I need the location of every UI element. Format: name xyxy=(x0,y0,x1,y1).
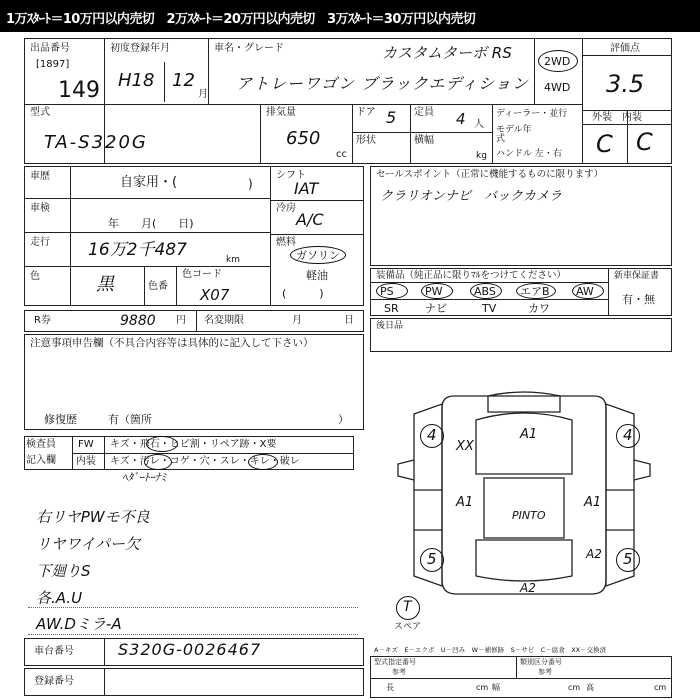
car-name: アトレーワゴン ブラックエディション xyxy=(236,74,529,93)
fuel-parens: ( ) xyxy=(282,287,324,300)
history-close: ) xyxy=(248,177,253,191)
remark-1: 右リヤPWモ不良 xyxy=(36,508,150,526)
repair-close: ） xyxy=(338,413,349,426)
car-damage-diagram xyxy=(384,380,664,610)
chassis-number: S320G-0026467 xyxy=(118,640,262,659)
damage-legend: A－キズ E－エクボ U－凹み W－補修跡 S－サビ C－腐食 XX－交換済 xyxy=(374,646,607,654)
equipment-item-3: エアB xyxy=(520,285,550,298)
fw-circle-mark xyxy=(146,436,178,452)
ext-int-label: 外装 内装 xyxy=(592,112,642,123)
fw-label: FW xyxy=(78,439,94,450)
postwork-box xyxy=(370,318,672,352)
name-change-month: 月 xyxy=(292,315,302,326)
model-code: TA-S320G xyxy=(44,132,148,153)
mileage-label: 走行 xyxy=(30,237,50,248)
dim-length: 長 xyxy=(386,683,394,692)
sales-points-label: セールスポイント（正常に機能するものに限ります） xyxy=(376,169,604,180)
aircon-value: A/C xyxy=(296,210,324,229)
shift-label: シフト xyxy=(276,170,306,181)
xx-mark: XX xyxy=(456,439,474,454)
equipment-item-4: AW xyxy=(576,285,594,298)
tire-rr-mark: 5 xyxy=(623,550,633,568)
sales-points-box xyxy=(370,166,672,266)
spec-label2: 類別区分番号 xyxy=(520,658,562,666)
spec-label1: 型式指定番号 xyxy=(374,658,416,666)
tire-fr-mark: 4 xyxy=(623,426,633,444)
equipment-item2-3: カワ xyxy=(528,302,550,315)
remark-4: 各.A.U xyxy=(36,589,83,607)
spec-ref2: 参考 xyxy=(538,668,552,676)
warranty-value: 有・無 xyxy=(622,293,655,306)
mileage-unit: km xyxy=(226,255,240,265)
history-value: 自家用・( xyxy=(120,175,178,190)
repair-value: 有（箇所 xyxy=(108,413,152,426)
doors: 5 xyxy=(386,108,397,127)
shift-value: IAT xyxy=(294,179,319,198)
recycle-row xyxy=(24,310,364,332)
lot-label: 出品番号 xyxy=(30,43,70,54)
grade-score-label: 評価点 xyxy=(610,43,640,54)
displacement-unit: cc xyxy=(336,149,347,160)
color-label: 色 xyxy=(30,271,40,282)
lot-sub: [1897] xyxy=(36,59,70,70)
width-label: 横幅 xyxy=(414,135,434,146)
aircon-label: 冷房 xyxy=(276,203,296,214)
remark-3: 下廻りS xyxy=(36,562,91,580)
name-change-label: 名変期限 xyxy=(204,315,244,326)
tire-fl-mark: 4 xyxy=(427,426,437,444)
exterior-score: C xyxy=(596,130,613,158)
first-reg-year: H18 xyxy=(118,70,155,91)
first-reg-label: 初度登録年月 xyxy=(110,43,170,54)
equipment-label: 装備品（純正品に限りﾏﾙをつけてください） xyxy=(376,270,567,281)
dim-cm1: cm xyxy=(476,683,489,692)
displacement: 650 xyxy=(286,128,321,149)
model-label: 型式 xyxy=(30,107,50,118)
drive-4wd: 4WD xyxy=(544,81,571,94)
spec-ref1: 参考 xyxy=(392,668,406,676)
weight-unit: kg xyxy=(476,151,487,161)
history-label: 車歴 xyxy=(30,171,50,182)
registration-label: 登録番号 xyxy=(34,676,74,687)
postwork-label: 後日品 xyxy=(376,321,404,331)
color-code-label: 色番 xyxy=(148,281,168,292)
banner-text: 1万ｽﾀｰﾄ＝10万円以内売切 2万ｽﾀｰﾄ＝20万円以内売切 3万ｽﾀｰﾄ＝30万円以内売切 xyxy=(6,12,476,27)
equipment-item-0: PS xyxy=(380,285,394,298)
remark-5: AW.Dミラ-A xyxy=(36,615,122,633)
recycle-value: 9880 xyxy=(120,313,156,329)
color-value: 黒 xyxy=(96,274,114,295)
model-year-label: モデル年式 xyxy=(496,125,532,144)
remark-2: リヤワイパー欠 xyxy=(36,535,140,553)
inspection-label: 車検 xyxy=(30,203,50,214)
interior-text: キズ・汚レ・コゲ・穴・スレ・キレ・破レ xyxy=(110,456,300,467)
sales-points-value: クラリオンナビ バックカメラ xyxy=(380,189,562,204)
handwritten-note: ﾍﾀﾞｰﾄｰﾅﾐ xyxy=(122,471,166,484)
grade-score: 3.5 xyxy=(606,70,645,98)
warranty-label: 新車保証書 xyxy=(614,271,660,281)
lot-number: 149 xyxy=(58,78,100,103)
recycle-unit: 円 xyxy=(176,315,186,326)
color-code: X07 xyxy=(200,286,230,304)
spare-mark: T xyxy=(403,599,412,615)
dealer-label: ディーラー・並行 xyxy=(496,109,568,119)
interior-label: 内装 xyxy=(76,456,96,467)
capacity: 4 xyxy=(456,110,466,128)
capacity-label: 定員 xyxy=(414,107,434,118)
first-reg-month: 12 xyxy=(172,70,195,91)
inspector-label1: 検査員 xyxy=(26,439,56,450)
interior-score: C xyxy=(636,128,653,156)
mileage-value: 16万2千487 xyxy=(88,240,187,260)
tire-rl-mark: 5 xyxy=(427,550,437,568)
back-mark: A2 xyxy=(520,581,536,595)
equipment-item2-0: SR xyxy=(384,302,399,315)
dim-cm3: cm xyxy=(654,683,667,692)
roof-mark: PINTO xyxy=(512,509,546,522)
interior-circle-rub xyxy=(248,454,278,470)
notes-label: 注意事項申告欄（不具合内容等は具体的に記入して下さい） xyxy=(30,337,314,349)
fuel-label: 燃料 xyxy=(276,237,296,248)
doors-label: ドア xyxy=(356,107,376,118)
fuel-diesel: 軽油 xyxy=(306,269,328,282)
left-front-mark: A1 xyxy=(456,495,474,510)
top-banner xyxy=(0,0,700,32)
spare-label: スペア xyxy=(394,622,422,632)
fw-text: キズ・飛石・ヒビ割・リペア跡・X要 xyxy=(110,439,277,450)
equipment-item2-2: TV xyxy=(482,302,497,315)
drive-2wd: 2WD xyxy=(544,55,571,68)
car-name-label: 車名・グレード xyxy=(214,43,284,54)
inspector-label2: 記入欄 xyxy=(26,455,56,466)
dim-height: 高 xyxy=(586,683,594,692)
chassis-label: 車台番号 xyxy=(34,646,74,657)
hood-mark: A1 xyxy=(520,427,538,442)
inspection-ymd: 年 月( 日) xyxy=(108,217,194,230)
right-front-mark: A1 xyxy=(584,495,602,510)
shape-label: 形状 xyxy=(356,135,376,146)
dim-width: 幅 xyxy=(492,683,500,692)
repair-label: 修復歴 xyxy=(44,413,77,426)
displacement-label: 排気量 xyxy=(266,107,296,118)
right-rear-mark: A2 xyxy=(586,547,602,561)
interior-circle-stain xyxy=(144,454,172,470)
fuel-gasoline: ガソリン xyxy=(296,249,340,262)
equipment-item-1: PW xyxy=(425,285,443,298)
dim-cm2: cm xyxy=(568,683,581,692)
grade: カスタムターボ RS xyxy=(382,44,512,62)
color-code-label2: 色コード xyxy=(182,269,222,280)
registration-row xyxy=(24,668,364,696)
name-change-day: 日 xyxy=(344,315,354,326)
equipment-item-2: ABS xyxy=(474,285,496,298)
equipment-item2-1: ナビ xyxy=(425,302,447,315)
recycle-label: R券 xyxy=(34,315,51,326)
capacity-unit: 人 xyxy=(474,119,484,130)
first-reg-unit: 月 xyxy=(198,89,208,100)
handle-label: ハンドル 左・右 xyxy=(496,149,562,159)
